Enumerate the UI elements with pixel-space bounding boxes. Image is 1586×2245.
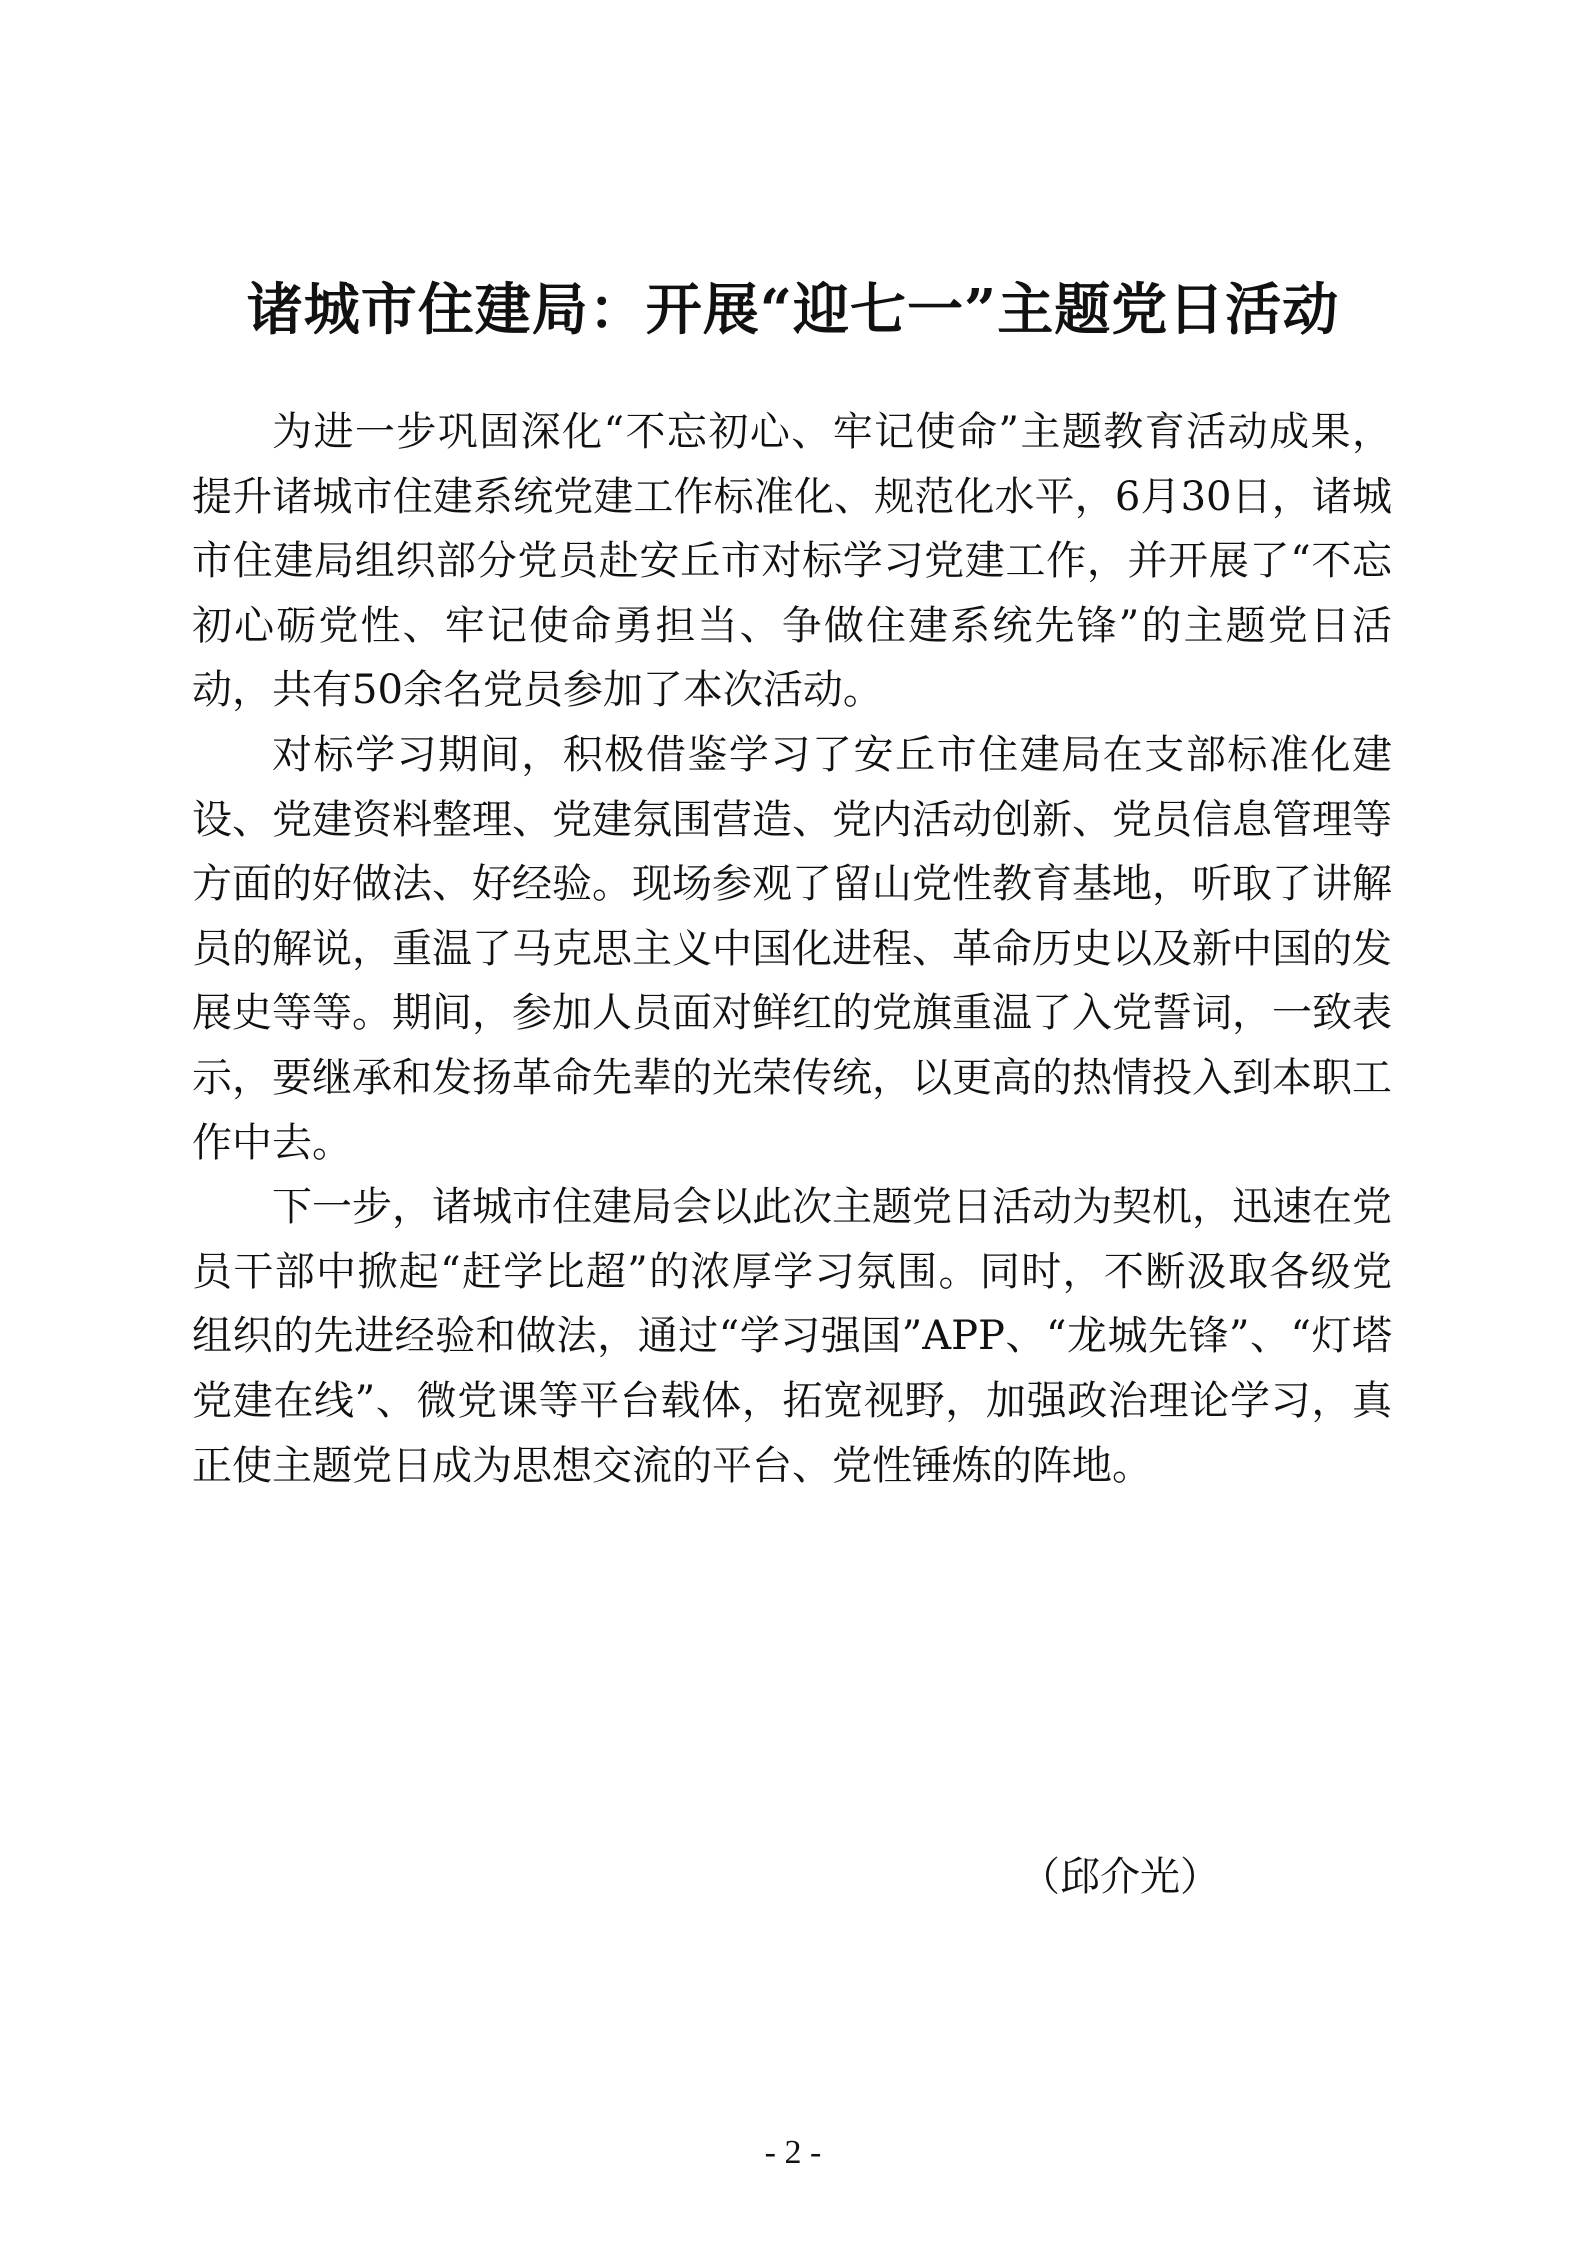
article-body [192,400,1392,1498]
paragraph-2: 对标学习期间，积极借鉴学习了安丘市住建局在支部标准化建设、党建资料整理、党建氛围营造、党内活动创新、党员信息管理等方面的好做法、好经验。现场参观了留山党性教育基地，听取了讲解员的解说，重温了马克思主义中国化进程、革命历史以及新中国的发展史等等。期间，参加人员面对鲜红的党旗重温了入党誓词，一致表示，要继承和发扬革命先辈的光荣传统，以更高的热情投入到本职工作中去。 [192,731,1392,1166]
paragraph-1: 为进一步巩固深化“不忘初心、牢记使命”主题教育活动成果，提升诸城市住建系统党建工作标准化、规范化水平，6月30日，诸城市住建局组织部分党员赴安丘市对标学习党建工作，并开展了“不忘初心砺党性、牢记使命勇担当、争做住建系统先锋”的主题党日活动，共有50余名党员参加了本次活动。 [192,409,1392,714]
article-title: 诸城市住建局：开展“迎七一”主题党日活动 [246,276,1340,343]
page-number: - 2 - [764,2134,822,2171]
paragraph-3: 下一步，诸城市住建局会以此次主题党日活动为契机，迅速在党员干部中掀起“赶学比超”的浓厚学习氛围。同时，不断汲取各级党组织的先进经验和做法，通过“学习强国”APP、“龙城先锋”、“灯塔党建在线”、微党课等平台载体，拓宽视野，加强政治理论学习，真正使主题党日成为思想交流的平台、党性锤炼的阵地。 [192,1184,1392,1489]
author-byline: （邱介光） [1020,1854,1220,1900]
